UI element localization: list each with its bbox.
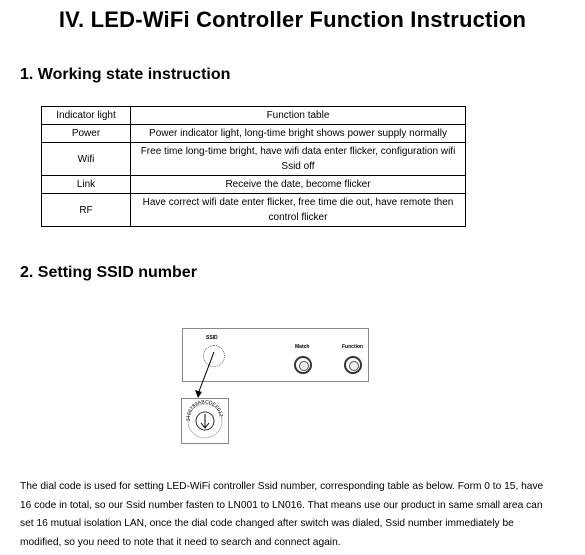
rotary-dial-icon <box>182 399 228 443</box>
table-cell: Have correct wifi date enter flicker, free time die out, have remote then control flicker <box>131 194 466 227</box>
table-cell: Power <box>42 125 131 143</box>
ssid-label: SSID <box>206 335 218 341</box>
function-table <box>41 106 466 227</box>
table-cell: Link <box>42 176 131 194</box>
match-button-icon <box>294 356 312 374</box>
table-header-cell: Function table <box>131 107 466 125</box>
ssid-description: The dial code is used for setting LED-WiFi controller Ssid number, corresponding table as below. Form 0 to 15, have 16 code in total, so our Ssid number fasten to LN001 to LN016. That means use our product in same small area can set 16 mutual isolation LAN, once the dial code changed after switch was dialed, Ssid number immediately be modified, so you need to note that it need to search and connect again. <box>20 481 544 548</box>
table-cell: Receive the date, become flicker <box>131 176 466 194</box>
match-label: Match <box>295 344 310 350</box>
pointer-arrow-icon <box>190 350 220 402</box>
table-row <box>42 125 466 143</box>
table-row <box>42 176 466 194</box>
table-cell: Power indicator light, long-time bright shows power supply normally <box>131 125 466 143</box>
function-button-icon <box>344 356 362 374</box>
table-header-row <box>42 107 466 125</box>
dial-digits: 3456789ABCDEF012 <box>185 399 224 422</box>
table-cell: Wifi <box>42 143 131 176</box>
table-row <box>42 143 466 176</box>
table-cell: RF <box>42 194 131 227</box>
section-heading-ssid: 2. Setting SSID number <box>20 264 197 281</box>
section-heading-working-state: 1. Working state instruction <box>20 66 231 83</box>
ssid-dial-enlarged <box>181 398 229 444</box>
table-header-cell: Indicator light <box>42 107 131 125</box>
table-cell: Free time long-time bright, have wifi data enter flicker, configuration wifi Ssid off <box>131 143 466 176</box>
function-label: Function <box>342 344 364 350</box>
page-title: IV. LED-WiFi Controller Function Instruction <box>58 7 527 32</box>
table-row <box>42 194 466 227</box>
